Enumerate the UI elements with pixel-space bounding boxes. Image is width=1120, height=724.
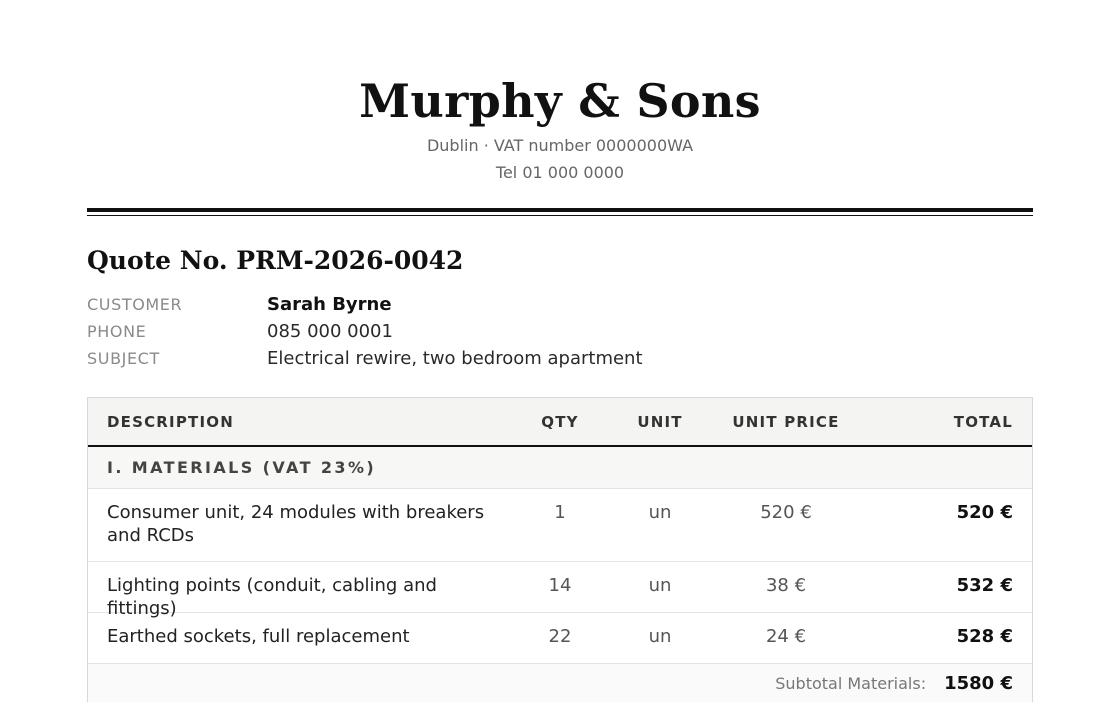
row-unit-price: 24 € — [765, 626, 807, 647]
section-title-materials: I. MATERIALS (VAT 23%) — [88, 447, 1032, 489]
row-unit-price: 38 € — [765, 575, 807, 596]
table-header — [88, 398, 1032, 447]
company-address-line: Dublin · VAT number 0000000WA — [426, 136, 694, 155]
subtotal-label: Subtotal Materials: — [775, 673, 927, 693]
table-row — [88, 613, 1032, 664]
row-total: 528 € — [956, 626, 1013, 647]
subject-row — [87, 348, 1033, 375]
subtotal-row — [88, 664, 1032, 702]
row-total: 532 € — [956, 575, 1013, 596]
row-qty: 22 — [548, 626, 572, 647]
header-unit: UNIT — [637, 412, 683, 431]
company-phone-line: Tel 01 000 0000 — [495, 163, 625, 182]
row-description: Lighting points (conduit, cabling and fittings) — [107, 575, 437, 619]
phone-label: PHONE — [87, 322, 147, 341]
phone-value: 085 000 0001 — [267, 321, 393, 342]
row-total: 520 € — [956, 502, 1013, 523]
quote-document — [87, 0, 1033, 702]
header-divider-thin — [87, 215, 1033, 216]
header-divider-thick — [87, 208, 1033, 212]
subject-label: SUBJECT — [87, 349, 160, 368]
row-unit: un — [648, 626, 672, 647]
row-unit-price: 520 € — [760, 502, 812, 523]
row-unit: un — [648, 502, 672, 523]
customer-label: CUSTOMER — [87, 295, 183, 314]
phone-row — [87, 321, 1033, 348]
header-description: DESCRIPTION — [107, 412, 234, 431]
customer-row — [87, 294, 1033, 321]
row-description: Consumer unit, 24 modules with breakers and RCDs — [107, 502, 485, 546]
row-unit: un — [648, 575, 672, 596]
row-qty: 1 — [554, 502, 566, 523]
customer-value: Sarah Byrne — [267, 294, 392, 315]
table-row — [88, 489, 1032, 562]
line-items-table — [87, 397, 1033, 702]
table-row — [88, 562, 1032, 619]
header-unit-price: UNIT PRICE — [732, 412, 840, 431]
row-qty: 14 — [548, 575, 572, 596]
header-total: TOTAL — [953, 412, 1013, 431]
subject-value: Electrical rewire, two bedroom apartment — [267, 348, 643, 369]
customer-details — [87, 294, 1033, 375]
subtotal-value: 1580 € — [944, 672, 1013, 694]
row-description: Earthed sockets, full replacement — [107, 626, 410, 647]
company-name: Murphy & Sons — [359, 74, 761, 128]
header-qty: QTY — [541, 412, 579, 431]
quote-title: Quote No. PRM-2026-0042 — [87, 246, 464, 275]
